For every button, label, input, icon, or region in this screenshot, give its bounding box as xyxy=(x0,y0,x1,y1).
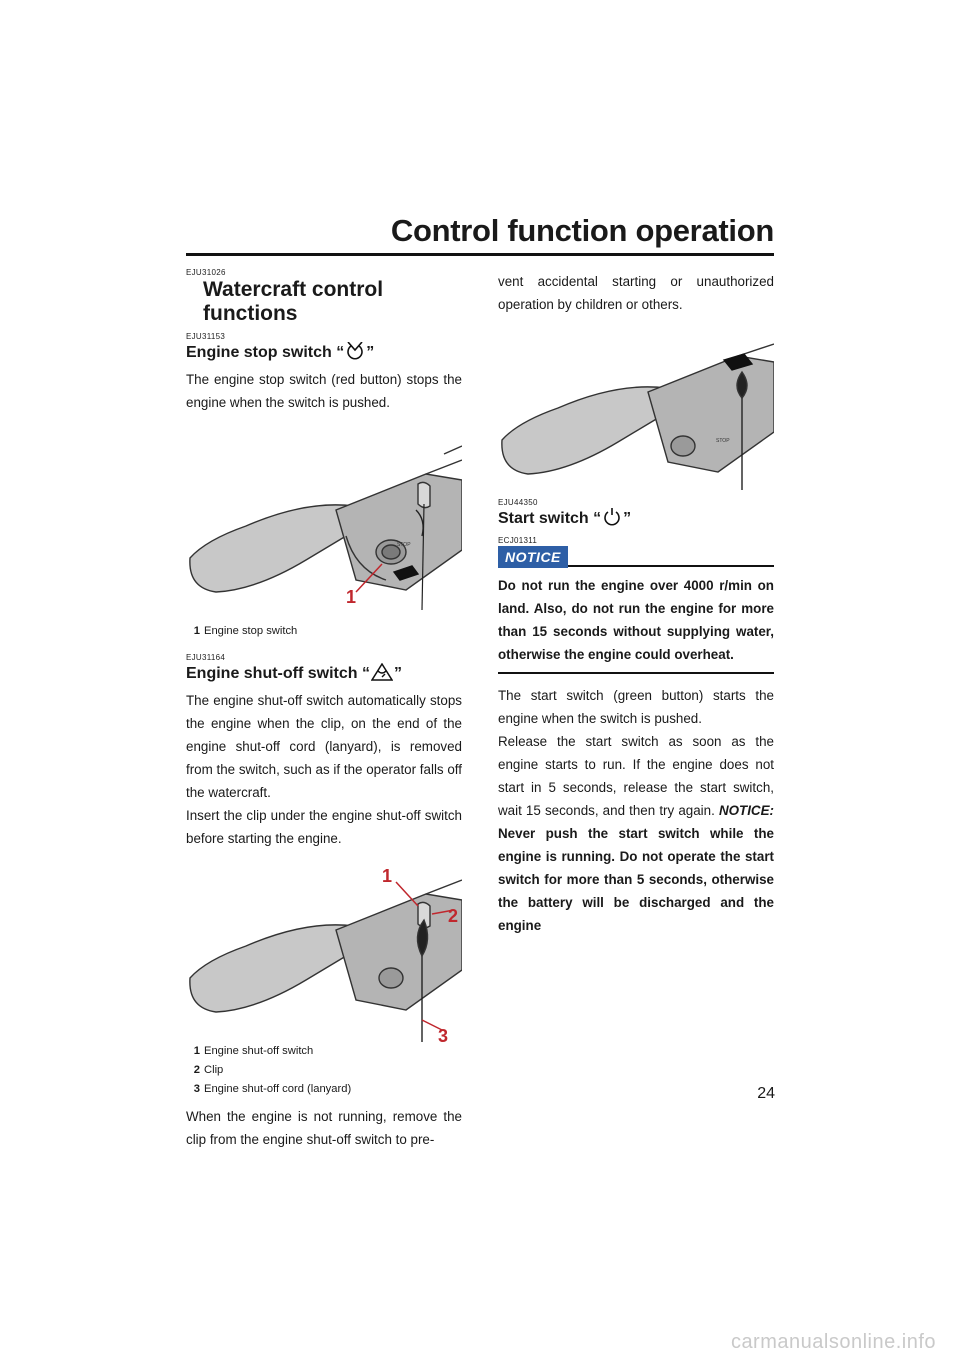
stop-switch-heading xyxy=(186,342,462,366)
start-body-2 xyxy=(498,730,774,937)
watermark: carmanualsonline.info xyxy=(730,1331,936,1353)
start-body-1: The start switch (green button) starts the engine when the switch is pushed. xyxy=(498,688,774,726)
figure-stop-label-2: STOP xyxy=(716,438,730,444)
callout-stop-1: 1 xyxy=(346,587,357,607)
figure-stop-label: STOP xyxy=(397,542,411,548)
figure-engine-stop-switch xyxy=(186,440,462,622)
caption-item: 1 Engine stop switch xyxy=(193,625,298,637)
inline-notice-text: Never push the start switch while the engine is running. Do not operate the start switch for more than 5 seconds, otherwise the battery will be discharged and the engine xyxy=(498,826,774,933)
stop-figure-caption xyxy=(186,622,462,641)
notice-end-rule xyxy=(498,672,774,674)
stop-switch-code: EJU31153 xyxy=(186,332,226,341)
shutoff-warning-icon xyxy=(371,663,393,687)
notice-text: Do not run the engine over 4000 r/min on land. Also, do not run the engine for more than 15 seconds without supplying water, otherwise the engine could overheat. xyxy=(498,578,774,662)
stop-switch-body: The engine stop switch (red button) stops the engine when the switch is pushed. xyxy=(186,372,462,410)
figure-engine-shutoff-switch xyxy=(186,860,462,1042)
shutoff-body-2: Insert the clip under the engine shut-off switch before starting the engine. xyxy=(186,808,462,846)
notice-badge: NOTICE xyxy=(498,546,568,568)
notice-code: ECJ01311 xyxy=(498,536,538,545)
page-number: 24 xyxy=(757,1085,775,1102)
start-switch-heading xyxy=(498,508,774,532)
shutoff-switch-heading-post: ” xyxy=(394,665,402,682)
section-code: EJU31026 xyxy=(186,268,226,277)
section-title: Watercraft control functions xyxy=(203,278,384,325)
start-switch-heading-post: ” xyxy=(623,510,632,527)
shutoff-body-1: The engine shut-off switch automatically stops the engine when the clip, on the end of the engine shut-off cord (lanyard), is removed from the switch, such as if the operator falls off the watercraft. xyxy=(186,693,462,800)
engine-stop-icon xyxy=(345,342,365,366)
callout-shutoff-3: 3 xyxy=(438,1026,449,1042)
shutoff-continuation: vent accidental starting or unauthorized operation by children or others. xyxy=(498,274,774,312)
shutoff-switch-heading xyxy=(186,663,462,687)
shutoff-switch-heading-pre: Engine shut-off switch “ xyxy=(186,665,370,682)
notice-rule xyxy=(568,565,774,567)
caption-item: 3 Engine shut-off cord (lanyard) xyxy=(193,1083,352,1095)
page-header xyxy=(186,213,774,256)
notice-header xyxy=(498,546,774,568)
caption-item: 1 Engine shut-off switch xyxy=(193,1045,314,1057)
start-switch-code: EJU44350 xyxy=(498,498,538,507)
engine-start-icon xyxy=(602,508,622,532)
page-title: Control function operation xyxy=(390,213,774,248)
figure-start-switch xyxy=(498,340,774,490)
stop-switch-heading-pre: Engine stop switch “ xyxy=(186,344,345,361)
inline-notice-label: NOTICE: xyxy=(718,803,774,818)
shutoff-figure-caption xyxy=(186,1042,462,1099)
left-column xyxy=(186,268,462,1151)
callout-shutoff-1: 1 xyxy=(382,866,393,886)
right-column xyxy=(498,270,774,937)
shutoff-body-3: When the engine is not running, remove the clip from the engine shut-off switch to pre- xyxy=(186,1109,462,1147)
start-body-2-text: Release the start switch as soon as the engine starts to run. If the engine does not start in 5 seconds, release the start switch, wait 15 seconds, and then try again. xyxy=(498,734,774,818)
shutoff-switch-code: EJU31164 xyxy=(186,653,226,662)
stop-switch-heading-post: ” xyxy=(366,344,375,361)
start-switch-heading-pre: Start switch “ xyxy=(498,510,602,527)
callout-shutoff-2: 2 xyxy=(448,906,459,926)
caption-item: 2 Clip xyxy=(193,1064,224,1076)
